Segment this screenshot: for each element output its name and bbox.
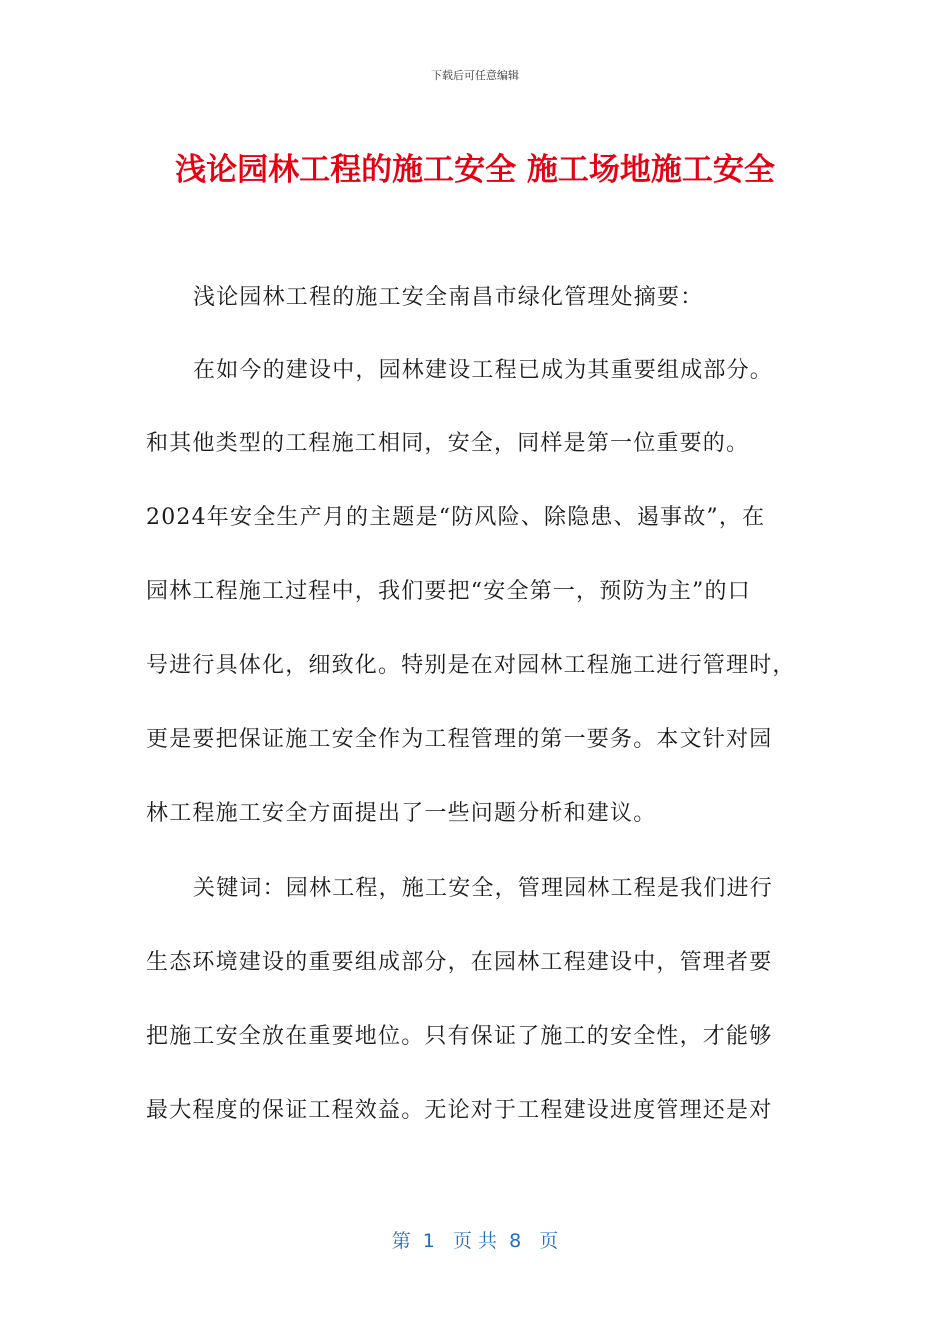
keywords-line-3: 把施工安全放在重要地位。只有保证了施工的安全性，才能够 (146, 1024, 773, 1049)
paragraph-line-7: 林工程施工安全方面提出了一些问题分析和建议。 (146, 801, 657, 826)
header-note: 下载后可任意编辑 (431, 69, 519, 82)
document-title: 浅论园林工程的施工安全 施工场地施工安全 (175, 152, 775, 188)
paragraph-line-4: 园林工程施工过程中，我们要把“安全第一，预防为主”的口 (146, 579, 751, 604)
paragraph-line-1: 在如今的建设中，园林建设工程已成为其重要组成部分。 (193, 358, 774, 383)
keywords-line-1: 关键词：园林工程，施工安全，管理园林工程是我们进行 (193, 876, 774, 901)
abstract-line-1: 浅论园林工程的施工安全南昌市绿化管理处摘要： (193, 285, 704, 310)
page-number: 第 1 页 共 8 页 (391, 1230, 559, 1252)
paragraph-line-2: 和其他类型的工程施工相同，安全，同样是第一位重要的。 (146, 431, 750, 456)
paragraph-line-5: 号进行具体化，细致化。特别是在对园林工程施工进行管理时， (146, 653, 796, 678)
keywords-line-2: 生态环境建设的重要组成部分，在园林工程建设中，管理者要 (146, 950, 773, 975)
paragraph-line-6: 更是要把保证施工安全作为工程管理的第一要务。本文针对园 (146, 727, 773, 752)
keywords-line-4: 最大程度的保证工程效益。无论对于工程建设进度管理还是对 (146, 1098, 773, 1123)
paragraph-line-3: 2024年安全生产月的主题是“防风险、除隐患、遏事故”，在 (146, 505, 766, 530)
